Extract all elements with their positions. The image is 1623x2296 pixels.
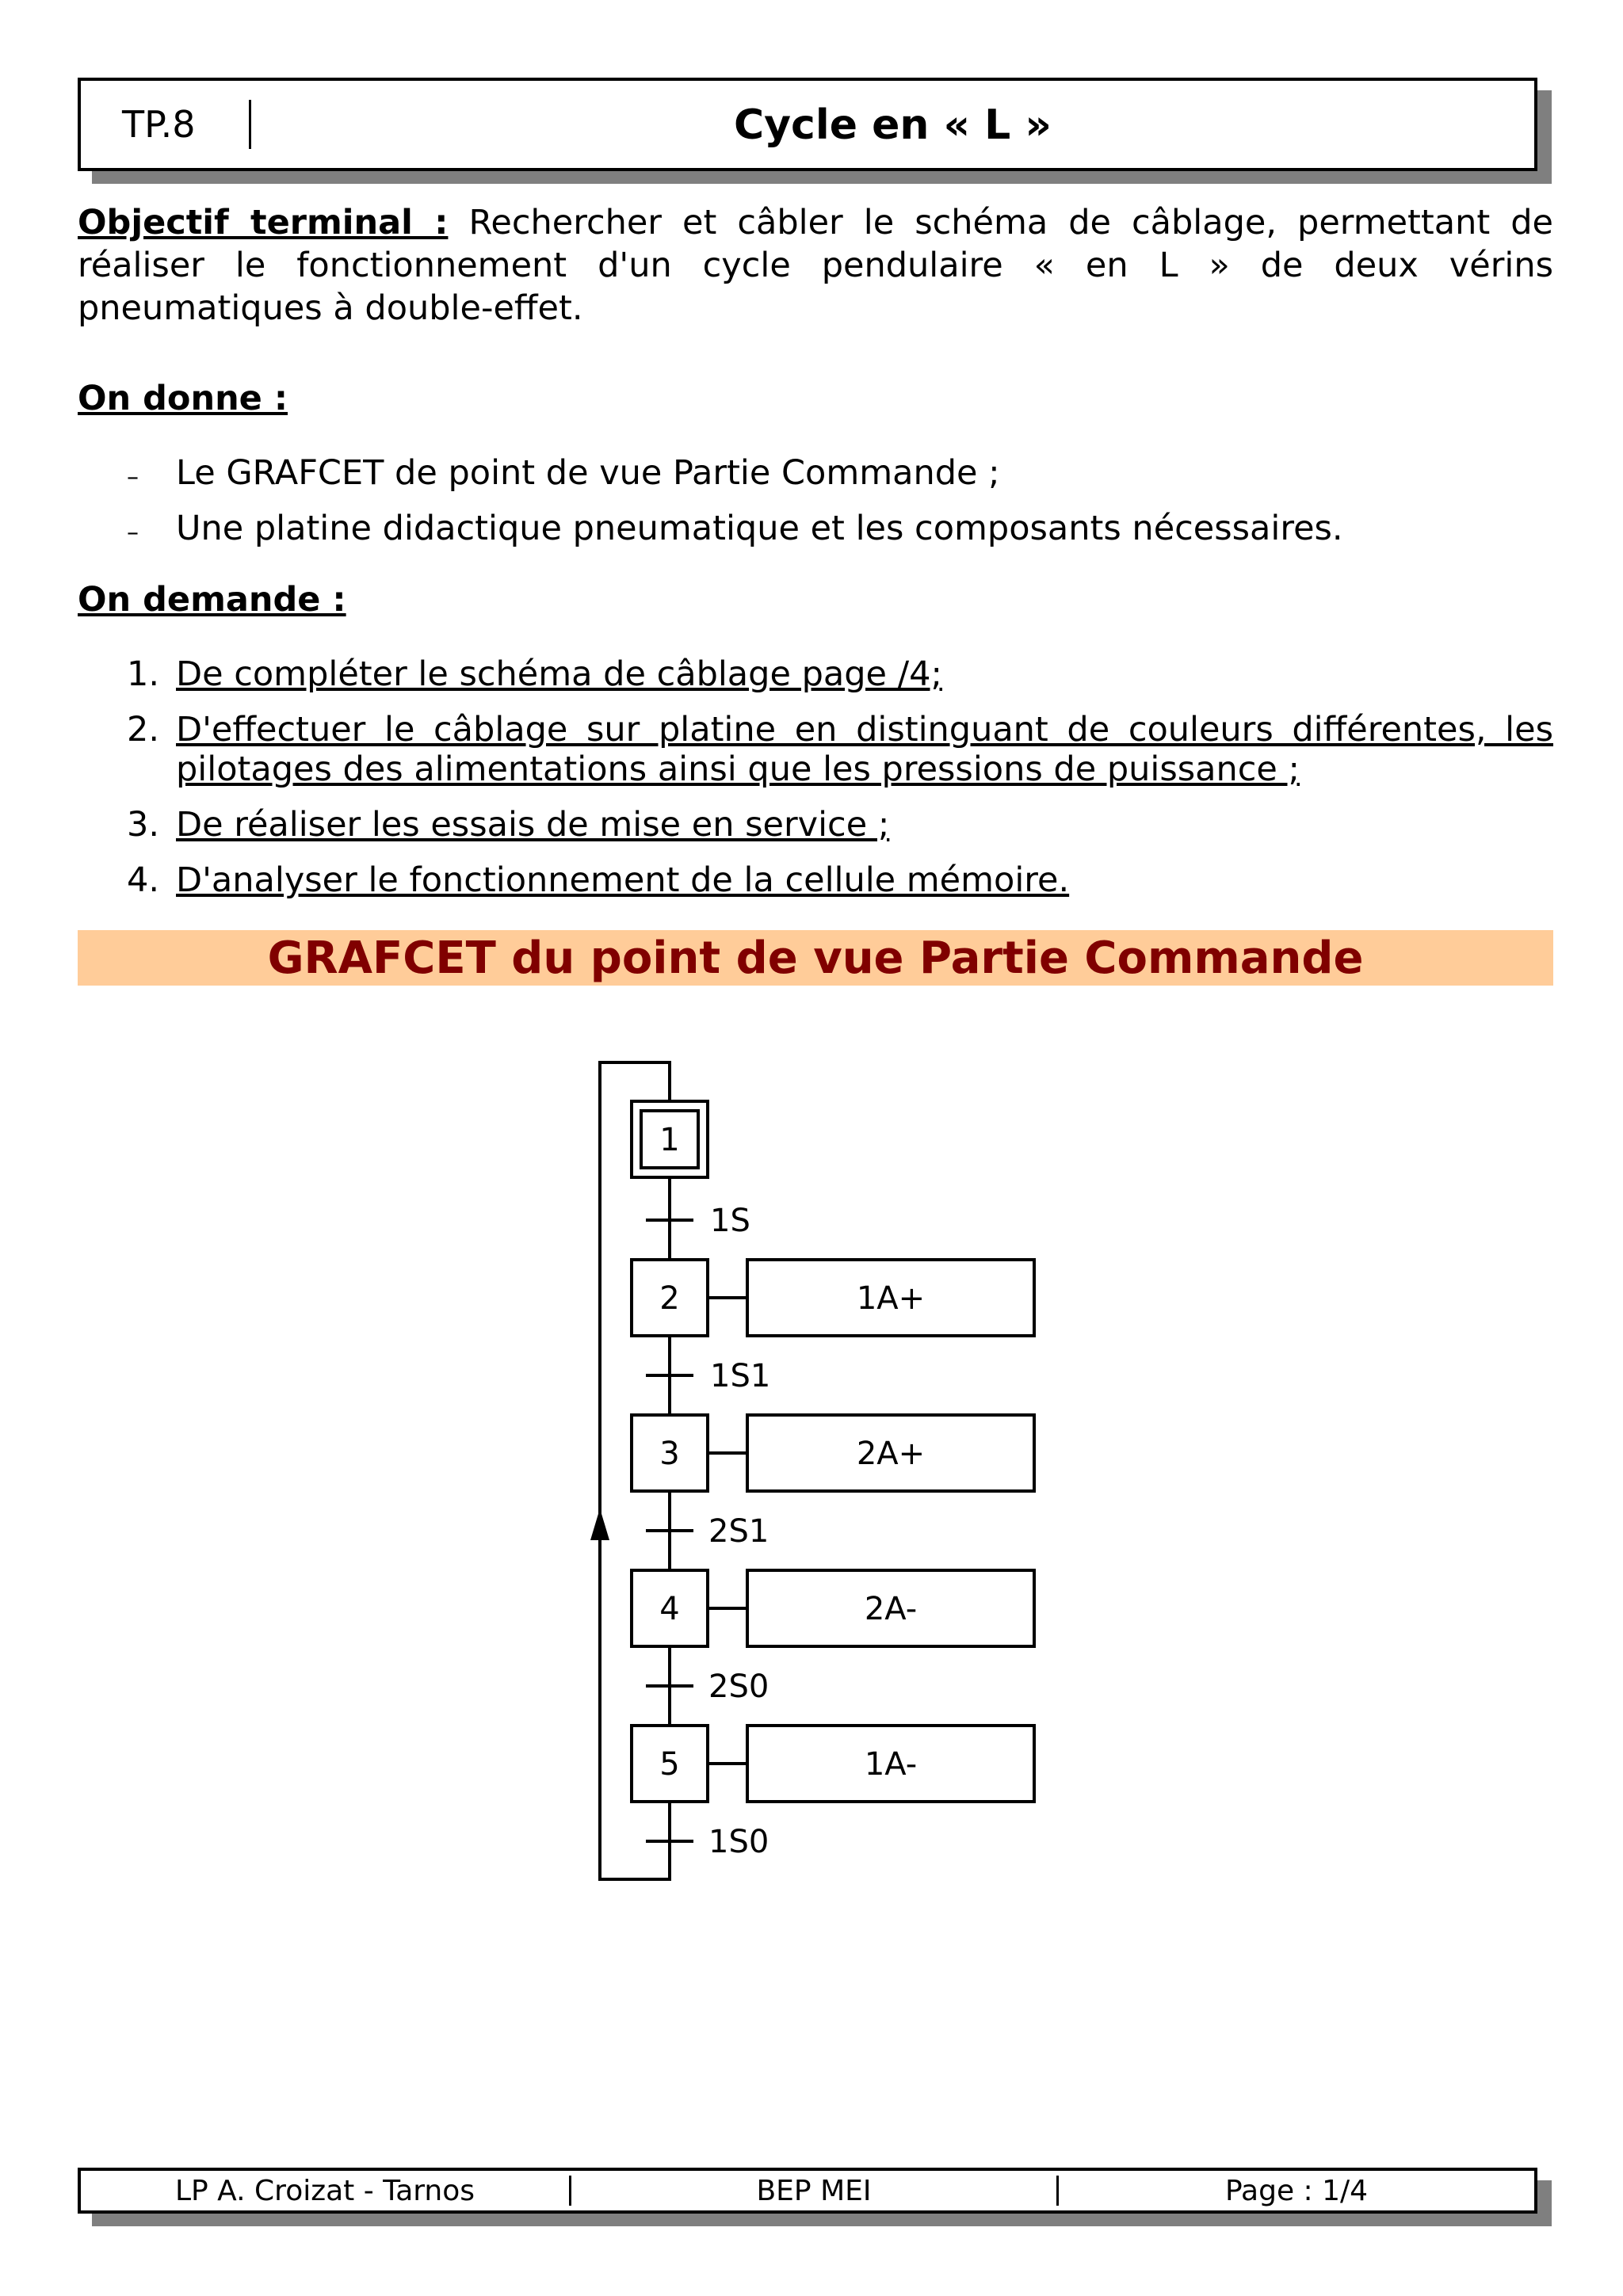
transition-3-label: 2S1: [708, 1513, 769, 1550]
footer-school: LP A. Croizat - Tarnos: [174, 2175, 475, 2207]
loop-arrow-icon: [590, 1508, 609, 1540]
action-4-label: 2A-: [864, 1591, 918, 1627]
footer-course: BEP MEI: [756, 2175, 872, 2207]
footer-page-number: Page : 1/4: [1224, 2175, 1369, 2207]
requested-item-1: De compléter le schéma de câblage page /4;: [176, 654, 942, 694]
page-title: Cycle en « L »: [734, 101, 1052, 149]
transition-2-label: 1S1: [710, 1358, 771, 1394]
requested-item-4: D'analyser le fonctionnement de la cellule mémoire.: [176, 860, 1070, 900]
action-5-label: 1A-: [864, 1746, 918, 1783]
requested-num-2: 2.: [127, 710, 160, 749]
step-1-label: 1: [659, 1122, 680, 1158]
step-3-label: 3: [659, 1436, 680, 1472]
tp-number: TP.8: [122, 103, 196, 146]
given-marker-1: –: [127, 463, 139, 491]
step-4-label: 4: [659, 1591, 680, 1627]
given-marker-2: –: [127, 519, 139, 547]
requested-num-4: 4.: [127, 860, 160, 900]
transition-1-label: 1S: [710, 1203, 750, 1239]
action-2-label: 1A+: [856, 1280, 926, 1317]
objective-label: Objectif terminal :: [78, 203, 449, 242]
requested-item-2-line-1: D'effectuer le câblage sur platine en distinguant de couleurs différentes, les: [176, 710, 1553, 749]
transition-5-label: 1S0: [708, 1824, 769, 1860]
given-item-1: Le GRAFCET de point de vue Partie Commande ;: [176, 453, 1000, 493]
objective-text: Rechercher et câbler le schéma de câblage, permettant de réaliser le fonctionnement d'un cycle pendulaire « en L » de deux vérins pneumatiques à double-effet.: [78, 203, 1553, 328]
given-heading: On donne :: [78, 379, 288, 418]
step-2-label: 2: [659, 1280, 680, 1317]
given-item-2: Une platine didactique pneumatique et les composants nécessaires.: [176, 509, 1343, 548]
step-5-label: 5: [659, 1746, 680, 1783]
requested-item-2-line-2: pilotages des alimentations ainsi que les pressions de puissance ;: [176, 749, 1300, 789]
requested-item-3: De réaliser les essais de mise en service ;: [176, 805, 890, 845]
footer-box: [78, 2168, 1537, 2214]
action-3-label: 2A+: [856, 1436, 926, 1472]
requested-num-1: 1.: [127, 654, 160, 694]
requested-num-3: 3.: [127, 805, 160, 845]
grafcet-banner-title: GRAFCET du point de vue Partie Commande: [267, 933, 1364, 984]
transition-4-label: 2S0: [708, 1669, 769, 1705]
requested-heading: On demande :: [78, 580, 346, 620]
